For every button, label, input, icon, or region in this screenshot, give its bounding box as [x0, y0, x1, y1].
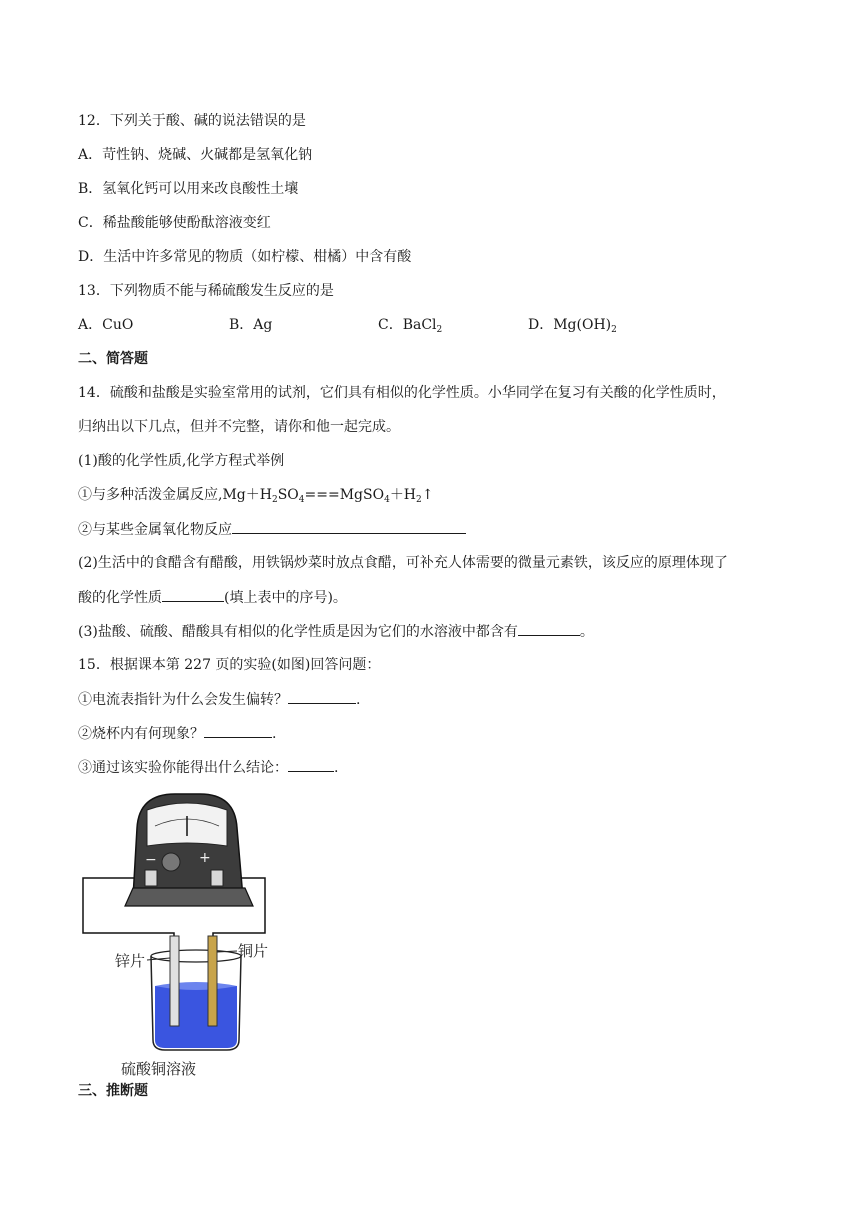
- terminal-minus: [145, 870, 157, 886]
- copper-sulfate-solution: [155, 986, 237, 1048]
- q15-sub3: ③通过该实验你能得出什么结论： .: [78, 757, 338, 778]
- q14-part1-oxide: ②与某些金属氧化物反应: [78, 519, 466, 540]
- copper-label: 铜片: [238, 942, 269, 960]
- solution-label: 硫酸铜溶液: [121, 1060, 197, 1078]
- q14-part2-line2: 酸的化学性质 (填上表中的序号)。: [78, 587, 347, 608]
- q14-stem-line1: 14．硫酸和盐酸是实验室常用的试剂，它们具有相似的化学性质。小华同学在复习有关酸的化学性质时，: [78, 385, 726, 401]
- beaker: [151, 950, 241, 1050]
- ammeter: [125, 794, 253, 906]
- answer-blank[interactable]: [518, 621, 580, 636]
- q12-stem: 12．下列关于酸、碱的说法错误的是: [78, 113, 306, 129]
- q14-part2-line1: (2)生活中的食醋含有醋酸，用铁锅炒菜时放点食醋，可补充人体需要的微量元素铁，该反应的原理体现了: [78, 555, 728, 571]
- q15-stem: 15．根据课本第 227 页的实验(如图)回答问题：: [78, 657, 381, 673]
- answer-blank[interactable]: [204, 723, 272, 738]
- q15-sub1: ①电流表指针为什么会发生偏转？ .: [78, 689, 360, 710]
- q12-option-a: A．苛性钠、烧碱、火碱都是氢氧化钠: [78, 147, 313, 163]
- answer-blank[interactable]: [232, 519, 466, 534]
- terminal-plus: [211, 870, 223, 886]
- answer-blank[interactable]: [288, 689, 356, 704]
- q13-option-a: A．CuO: [78, 317, 134, 333]
- q13-stem: 13．下列物质不能与稀硫酸发生反应的是: [78, 283, 334, 299]
- answer-blank[interactable]: [162, 587, 224, 602]
- section-heading-inference: 三、推断题: [78, 1083, 148, 1099]
- q14-part3: (3)盐酸、硫酸、醋酸具有相似的化学性质是因为它们的水溶液中都含有 。: [78, 621, 594, 642]
- q13-option-b: B．Ag: [229, 317, 273, 333]
- zinc-electrode: [170, 936, 179, 1026]
- meter-plus-label: +: [199, 850, 211, 866]
- q14-part1-equation: ①与多种活泼金属反应$,Mg+H_2SO_4===MgSO_4+H_2↑$: [78, 487, 434, 505]
- galvanic-cell-diagram: [75, 788, 285, 1078]
- q14-part1: (1)酸的化学性质,化学方程式举例: [78, 453, 285, 469]
- q15-sub2: ②烧杯内有何现象？ .: [78, 723, 276, 744]
- answer-blank[interactable]: [288, 757, 334, 772]
- galvanic-cell-figure: [75, 788, 285, 1078]
- q12-option-c: C．稀盐酸能够使酚酞溶液变红: [78, 215, 271, 231]
- copper-electrode: [208, 936, 217, 1026]
- section-heading-short-answer: 二、简答题: [78, 351, 148, 367]
- zinc-label: 锌片: [115, 952, 146, 970]
- q13-option-d: D．$Mg(OH)_2$: [528, 317, 617, 335]
- meter-minus-label: −: [145, 852, 157, 868]
- q14-stem-line2: 归纳出以下几点，但并不完整，请你和他一起完成。: [78, 419, 400, 435]
- q13-option-c: C．BaCl$_2$: [378, 317, 443, 335]
- q12-option-d: D．生活中许多常见的物质（如柠檬、柑橘）中含有酸: [78, 249, 412, 265]
- q12-option-b: B．氢氧化钙可以用来改良酸性土壤: [78, 181, 299, 197]
